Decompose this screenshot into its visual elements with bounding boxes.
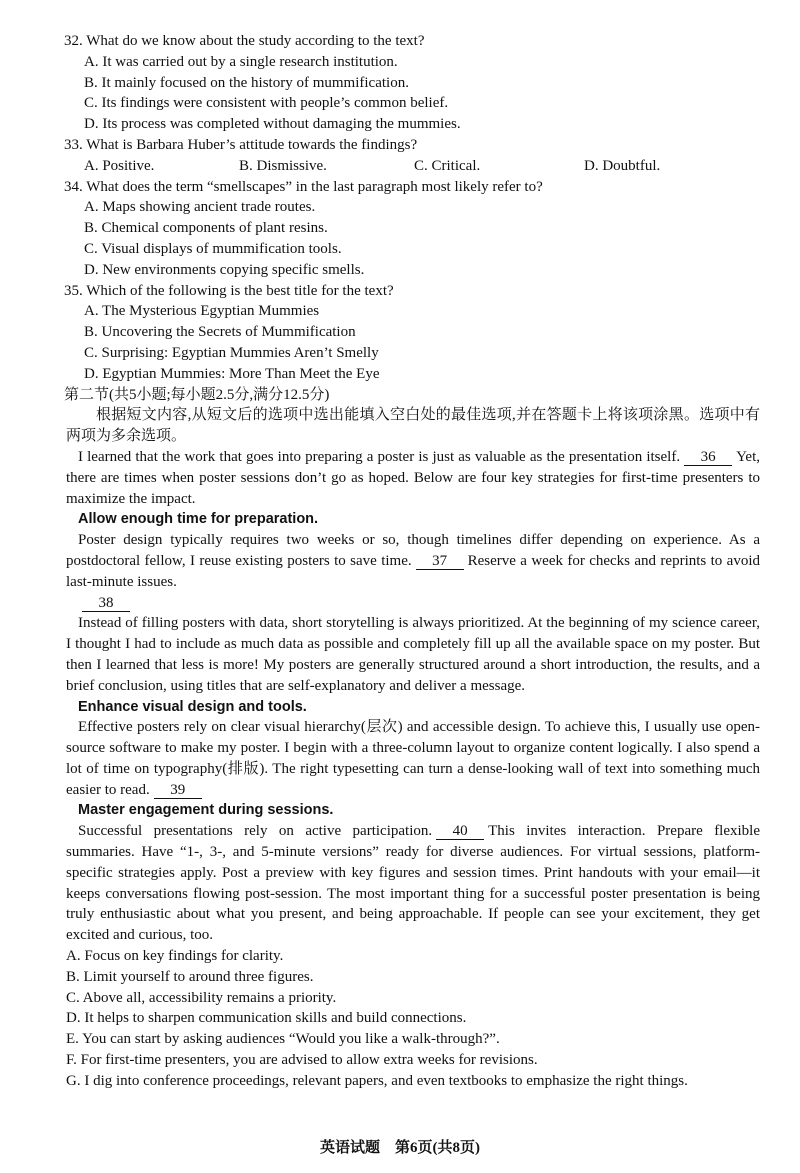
question-stem: 34. What does the term “smellscapes” in the last paragraph most likely refer to? xyxy=(64,178,543,195)
blank-40[interactable]: 40 xyxy=(436,823,484,840)
question-stem: 35. Which of the following is the best title for the text? xyxy=(64,282,394,299)
option-c[interactable]: C. Surprising: Egyptian Mummies Aren’t Smelly xyxy=(84,344,379,361)
option-d[interactable]: D. Egyptian Mummies: More Than Meet the Eye xyxy=(84,365,380,382)
question-stem: 33. What is Barbara Huber’s attitude towards the findings? xyxy=(64,136,418,153)
blank-39[interactable]: 39 xyxy=(154,782,202,799)
answer-option-e[interactable]: E. You can start by asking audiences “Would you like a walk-through?”. xyxy=(66,1031,500,1048)
answer-option-b[interactable]: B. Limit yourself to around three figures. xyxy=(66,968,314,985)
option-c[interactable]: C. Its findings were consistent with people’s common belief. xyxy=(84,95,449,112)
question-stem: 32. What do we know about the study according to the text? xyxy=(64,33,425,49)
option-b[interactable]: B. Chemical components of plant resins. xyxy=(84,220,328,237)
heading-preparation: Allow enough time for preparation. xyxy=(78,511,319,528)
question-35 xyxy=(66,281,760,385)
blank-38[interactable]: 38 xyxy=(82,595,130,612)
option-a[interactable]: A. The Mysterious Egyptian Mummies xyxy=(84,303,320,320)
option-b[interactable]: B. Uncovering the Secrets of Mummification xyxy=(84,324,356,341)
option-d[interactable]: D. Doubtful. xyxy=(584,157,661,174)
question-34 xyxy=(66,177,760,281)
heading-engagement: Master engagement during sessions. xyxy=(78,802,334,819)
paragraph-2: Poster design typically requires two weeks or so, though timelines differ depending on experience. As a postdoctoral fellow, I reuse existing posters to save time. 37 Reserve a week for checks and reprints to avoid last-minute issues. xyxy=(66,532,760,590)
page-footer: 英语试题 第6页(共8页) xyxy=(320,1140,480,1156)
blank-38-line xyxy=(66,593,760,614)
option-a[interactable]: A. It was carried out by a single research institution. xyxy=(84,53,398,70)
paragraph-4: Effective posters rely on clear visual hierarchy(层次) and accessible design. To achieve this, I usually use open-source software to make my poster. I begin with a three-column layout to organize content logically. I also spend a lot of time on typography(排版). The right typesetting can turn a dense-looking wall of text into something much easier to read. 39 xyxy=(66,719,760,798)
section-title: 第二节(共5小题;每小题2.5分,满分12.5分) xyxy=(64,386,330,403)
paragraph-1: I learned that the work that goes into preparing a poster is just as valuable as the presentation itself. 36 Yet, there are times when poster sessions don’t go as hoped. Below are four key strategies for first-time presenters to maximize the impact. xyxy=(66,448,760,507)
option-a[interactable]: A. Maps showing ancient trade routes. xyxy=(84,199,316,216)
option-c[interactable]: C. Critical. xyxy=(414,157,481,174)
option-c[interactable]: C. Visual displays of mummification tools. xyxy=(84,240,342,257)
question-33 xyxy=(66,135,760,177)
section-instruction: 根据短文内容,从短文后的选项中选出能填入空白处的最佳选项,并在答题卡上将该项涂黑。选项中有两项为多余选项。 xyxy=(66,407,760,445)
answer-option-d[interactable]: D. It helps to sharpen communication skills and build connections. xyxy=(66,1010,467,1027)
options-row xyxy=(66,156,760,177)
option-d[interactable]: D. New environments copying specific smells. xyxy=(84,261,365,278)
answer-option-f[interactable]: F. For first-time presenters, you are advised to allow extra weeks for revisions. xyxy=(66,1052,538,1069)
blank-37[interactable]: 37 xyxy=(416,553,464,570)
option-b[interactable]: B. It mainly focused on the history of mummification. xyxy=(84,74,409,91)
answer-options xyxy=(66,946,760,1092)
question-32 xyxy=(66,31,760,135)
blank-36[interactable]: 36 xyxy=(684,449,732,466)
paragraph-5: Successful presentations rely on active participation. 40 This invites interaction. Prepare flexible summaries. Have “1-, 3-, and 5-minute versions” ready for diverse audiences. For virtual sessions, platform-specific strategies apply. Post a preview with key figures and session times. Print handouts with your email—it keeps conversations flowing post-session. The most important thing for a successful poster presentation is being truly enthusiastic about what you present, and being approachable. If people can see your excitement, they get excited and curious, too. xyxy=(66,823,761,944)
paragraph-3: Instead of filling posters with data, short storytelling is always prioritized. At the beginning of my science career, I thought I had to include as much data as possible and completely fill up all the available space on my poster. But then I learned that less is more! My posters are generally structured around a short introduction, the results, and a brief conclusion, using titles that are self-explanatory and deliver a message. xyxy=(66,615,760,694)
option-d[interactable]: D. Its process was completed without damaging the mummies. xyxy=(84,116,461,133)
answer-option-c[interactable]: C. Above all, accessibility remains a priority. xyxy=(66,989,337,1006)
answer-option-g[interactable]: G. I dig into conference proceedings, relevant papers, and even textbooks to emphasize the right things. xyxy=(66,1072,688,1089)
heading-visual-design: Enhance visual design and tools. xyxy=(78,698,307,715)
answer-option-a[interactable]: A. Focus on key findings for clarity. xyxy=(66,948,284,965)
option-b[interactable]: B. Dismissive. xyxy=(239,157,327,174)
option-a[interactable]: A. Positive. xyxy=(84,157,155,174)
